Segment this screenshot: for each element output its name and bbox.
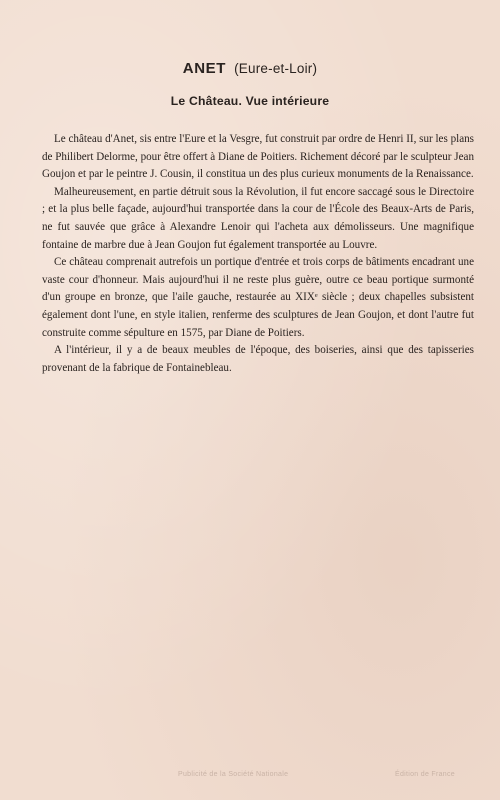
paragraph-3: Ce château comprenait autrefois un portique d'entrée et trois corps de bâtiments encadrant une vaste cour d'honneur. Mais aujourd'hui il ne reste plus guère, outre ce beau portique surmonté d'un groupe en bronze, que l'aile gauche, restaurée au XIXᵉ siècle ; deux chapelles subsistent également dont l'une, en style italien, renferme des sculptures de Jean Goujon, et dont l'autre fut construite comme sépulture en 1575, par Diane de Poitiers. [42, 256, 474, 339]
title-region: (Eure-et-Loir) [234, 61, 318, 76]
page-title [0, 60, 500, 78]
paragraph-4: A l'intérieur, il y a de beaux meubles de l'époque, des boiseries, ainsi que des tapisseries provenant de la fabrique de Fontainebleau. [42, 344, 474, 374]
title-place: ANET [182, 60, 227, 77]
paragraph-1: Le château d'Anet, sis entre l'Eure et la Vesgre, fut construit par ordre de Henri II, sur les plans de Philibert Delorme, pour être offert à Diane de Poitiers. Richement décoré par le sculpteur Jean Goujon et par le peintre J. Cousin, il constitua un des plus curieux monuments de la Renaissance. [42, 133, 474, 181]
article-body [42, 131, 474, 377]
page-subtitle: Le Château. Vue intérieure [170, 94, 330, 108]
footer-publisher: Publicité de la Société Nationale [178, 771, 289, 778]
paragraph-2: Malheureusement, en partie détruit sous la Révolution, il fut encore saccagé sous le Directoire ; et la plus belle façade, aujourd'hui transportée dans la cour de l'École des Beaux-Arts de Paris, ne fut sauvée que grâce à Alexandre Lenoir qui l'acheta aux démolisseurs. Une magnifique fontaine de marbre due à Jean Goujon fut également transportée au Louvre. [42, 185, 474, 251]
footer-edition: Édition de France [395, 771, 455, 778]
